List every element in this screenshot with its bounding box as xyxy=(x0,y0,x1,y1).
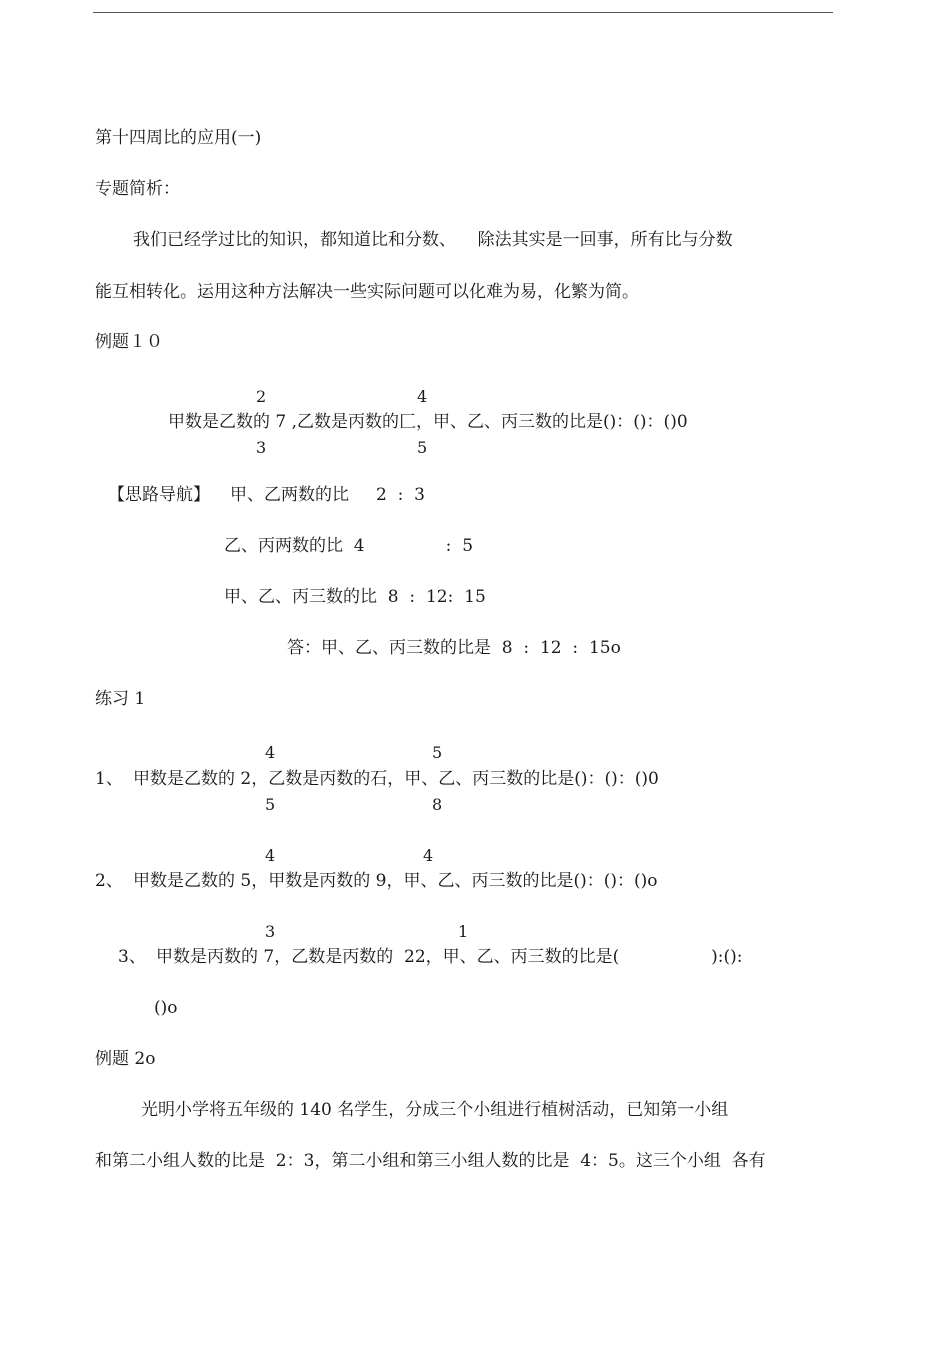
example1-denominator-1: 3 xyxy=(256,438,267,457)
q2-index: 2、 xyxy=(95,871,123,891)
q3-numerator-1: 3 xyxy=(265,922,276,941)
example2-line-1: 光明小学将五年级的 140 名学生，分成三个小组进行植树活动，已知第一小组 xyxy=(141,1100,729,1120)
q3-text: 甲数是丙数的 7，乙数是丙数的 22，甲、乙、丙三数的比是( ):(): xyxy=(156,947,743,967)
page-title: 第十四周比的应用(一) xyxy=(95,128,262,148)
q1-denominator-2: 8 xyxy=(432,795,443,814)
q1-text: 甲数是乙数的 2，乙数是丙数的石，甲、乙、丙三数的比是()：()：()0 xyxy=(133,769,659,789)
example2-line-2: 和第二小组人数的比是 2：3，第二小组和第三小组人数的比是 4：5。这三个小组 各有 xyxy=(95,1151,766,1171)
q1-index: 1、 xyxy=(95,769,123,789)
q1-denominator-1: 5 xyxy=(265,795,276,814)
header-rule xyxy=(93,12,833,13)
example1-heading: 例题１０ xyxy=(95,332,163,352)
hint-label: 【思路导航】 xyxy=(108,485,210,505)
hint-line-2: 乙、丙两数的比 4 : 5 xyxy=(224,536,474,556)
q3-index: 3、 xyxy=(118,947,146,967)
q3-numerator-2: 1 xyxy=(458,922,469,941)
q2-numerator-2: 4 xyxy=(423,846,434,865)
q1-numerator-2: 5 xyxy=(432,743,443,762)
q1-numerator-1: 4 xyxy=(265,743,276,762)
hint-line-3: 甲、乙、丙三数的比 8 : 12: 15 xyxy=(224,587,486,607)
example1-numerator-2: 4 xyxy=(417,387,428,406)
q3-text-continued: ()o xyxy=(154,998,178,1018)
intro-heading: 专题简析： xyxy=(95,179,180,199)
intro-line-2: 能互相转化。运用这种方法解决一些实际问题可以化难为易，化繁为简。 xyxy=(95,282,639,302)
q2-numerator-1: 4 xyxy=(265,846,276,865)
example1-answer: 答：甲、乙、丙三数的比是 8 : 12 : 15o xyxy=(287,638,621,658)
intro-line-1: 我们已经学过比的知识，都知道比和分数、 除法其实是一回事，所有比与分数 xyxy=(133,230,733,250)
example2-heading: 例题 2o xyxy=(95,1049,156,1069)
practice1-heading: 练习 1 xyxy=(95,689,146,709)
hint-line-1: 甲、乙两数的比 2 : 3 xyxy=(230,485,425,505)
example1-question: 甲数是乙数的 7 ,乙数是丙数的匚，甲、乙、丙三数的比是()：()：()0 xyxy=(168,412,688,432)
q2-text: 甲数是乙数的 5，甲数是丙数的 9，甲、乙、丙三数的比是()：()：()o xyxy=(133,871,658,891)
example1-numerator-1: 2 xyxy=(256,387,267,406)
example1-denominator-2: 5 xyxy=(417,438,428,457)
